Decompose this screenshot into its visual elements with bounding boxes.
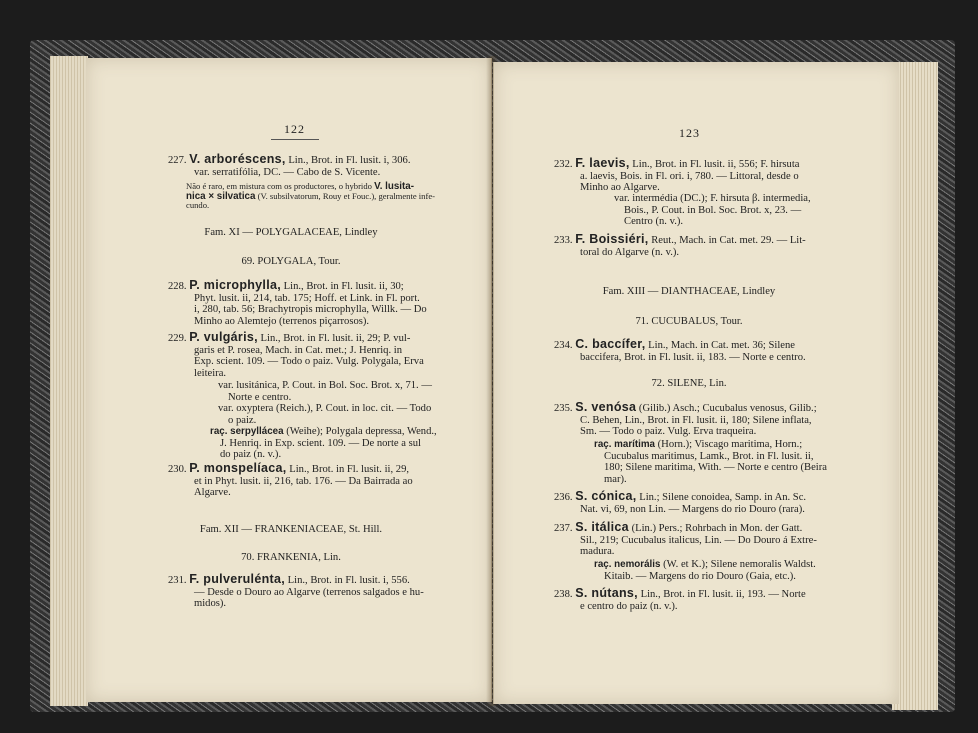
race-maritima: raç. marítima (Horn.); Viscago maritima, Horn.; Cucubalus maritimus, Lamk., Brot. in Fl. lusit. ii, 180; Silene maritima, With. — Norte e centro (Beira mar).	[594, 439, 827, 485]
family-heading-xii: Fam. XII — FRANKENIACEAE, St. Hill.	[199, 524, 383, 535]
entry-227: 227. V. arboréscens, Lin., Brot. in Fl. lusit. i, 306. var. serratifólia, DC. — Cabo de S. Vicente.	[168, 152, 411, 178]
entry-231: 231. F. pulverulénta, Lin., Brot. in Fl. lusit. i, 556. — Desde o Douro ao Algarve (terrenos salgados e hu- midos).	[168, 572, 424, 610]
family-heading-xiii: Fam. XIII — DIANTHACEAE, Lindley	[602, 286, 776, 297]
page-number: 123	[679, 126, 700, 140]
genus-silene: 72. SILENE, Lin.	[651, 378, 727, 389]
variety-intermedia: var. intermédia (DC.); F. hirsuta β. intermedia, Bois., P. Cout. in Bol. Soc. Brot. x, 23. — Centro (n. v.).	[614, 193, 811, 228]
left-page	[86, 58, 492, 702]
race-serpyllacea: raç. serpyllácea (Weihe); Polygala depressa, Wend., J. Henriq. in Exp. scient. 109. — De norte a sul do paiz (n. v.).	[210, 426, 437, 461]
right-page	[493, 62, 899, 704]
entry-238: 238. S. nútans, Lin., Brot. in Fl. lusit. ii, 193. — Norte e centro do paiz (n. v.).	[554, 586, 806, 612]
entry-235: 235. S. venósa (Gilib.) Asch.; Cucubalus venosus, Gilib.; C. Behen, Lin., Brot. in Fl. lusit. ii, 180; Silene inflata, Sm. — Todo o paiz. Vulg. Erva traqueira.	[554, 400, 817, 438]
header-rule	[271, 139, 319, 140]
genus-cucubalus: 71. CUCUBALUS, Tour.	[635, 316, 743, 327]
entry-228: 228. P. microphylla, Lin., Brot. in Fl. lusit. ii, 30; Phyt. lusit. ii, 214, tab. 175; Hoff. et Link. in Fl. port. i, 280, tab. 56; Brachytropis microphylla, Willk. — Do Minho ao Alemtejo (terrenos piçarrosos).	[168, 278, 427, 327]
varieties-229: var. lusitánica, P. Cout. in Bol. Soc. Brot. x, 71. — Norte e centro. var. oxyptera (Reich.), P. Cout. in loc. cit. — Todo o paiz.	[218, 380, 432, 426]
page-number: 122	[284, 122, 305, 136]
hybrid-note: Não é raro, em mistura com os productores, o hybrido V. lusita- nica × silvatica (V. subsilvatorum, Rouy et Fouc.), geralmente infe- cundo.	[186, 181, 436, 211]
race-nemoralis: raç. nemorális (W. et K.); Silene nemoralis Waldst. Kitaib. — Margens do rio Douro (Gaia, etc.).	[594, 559, 816, 582]
entry-237: 237. S. itálica (Lin.) Pers.; Rohrbach in Mon. der Gatt. Sil., 219; Cucubalus italicus, Lin. — Do Douro á Extre- madura.	[554, 520, 817, 558]
entry-234: 234. C. baccífer, Lin., Mach. in Cat. met. 36; Silene baccifera, Brot. in Fl. lusit. ii, 183. — Norte e centro.	[554, 337, 806, 363]
page-edges-left	[50, 56, 88, 706]
entry-230: 230. P. monspelíaca, Lin., Brot. in Fl. lusit. ii, 29, et in Phyt. lusit. ii, 216, tab. 176. — Da Bairrada ao Algarve.	[168, 461, 413, 499]
entry-232: 232. F. laevis, Lin., Brot. in Fl. lusit. ii, 556; F. hirsuta a. laevis, Bois. in Fl. ori. i, 780. — Littoral, desde o Minho ao Algarve.	[554, 156, 800, 194]
entry-229: 229. P. vulgáris, Lin., Brot. in Fl. lusit. ii, 29; P. vul- garis et P. rosea, Mach. in Cat. met.; J. Henriq. in Exp. scient. 109. — Todo o paiz. Vulg. Polygala, Erva leiteira.	[168, 330, 424, 379]
entry-236: 236. S. cónica, Lin.; Silene conoidea, Samp. in An. Sc. Nat. vi, 69, non Lin. — Margens do rio Douro (rara).	[554, 489, 807, 515]
genus-polygala: 69. POLYGALA, Tour.	[241, 256, 341, 267]
family-heading-xi: Fam. XI — POLYGALACEAE, Lindley	[204, 227, 378, 238]
genus-frankenia: 70. FRANKENIA, Lin.	[241, 552, 341, 563]
entry-233: 233. F. Boissiéri, Reut., Mach. in Cat. met. 29. — Lit- toral do Algarve (n. v.).	[554, 232, 806, 258]
